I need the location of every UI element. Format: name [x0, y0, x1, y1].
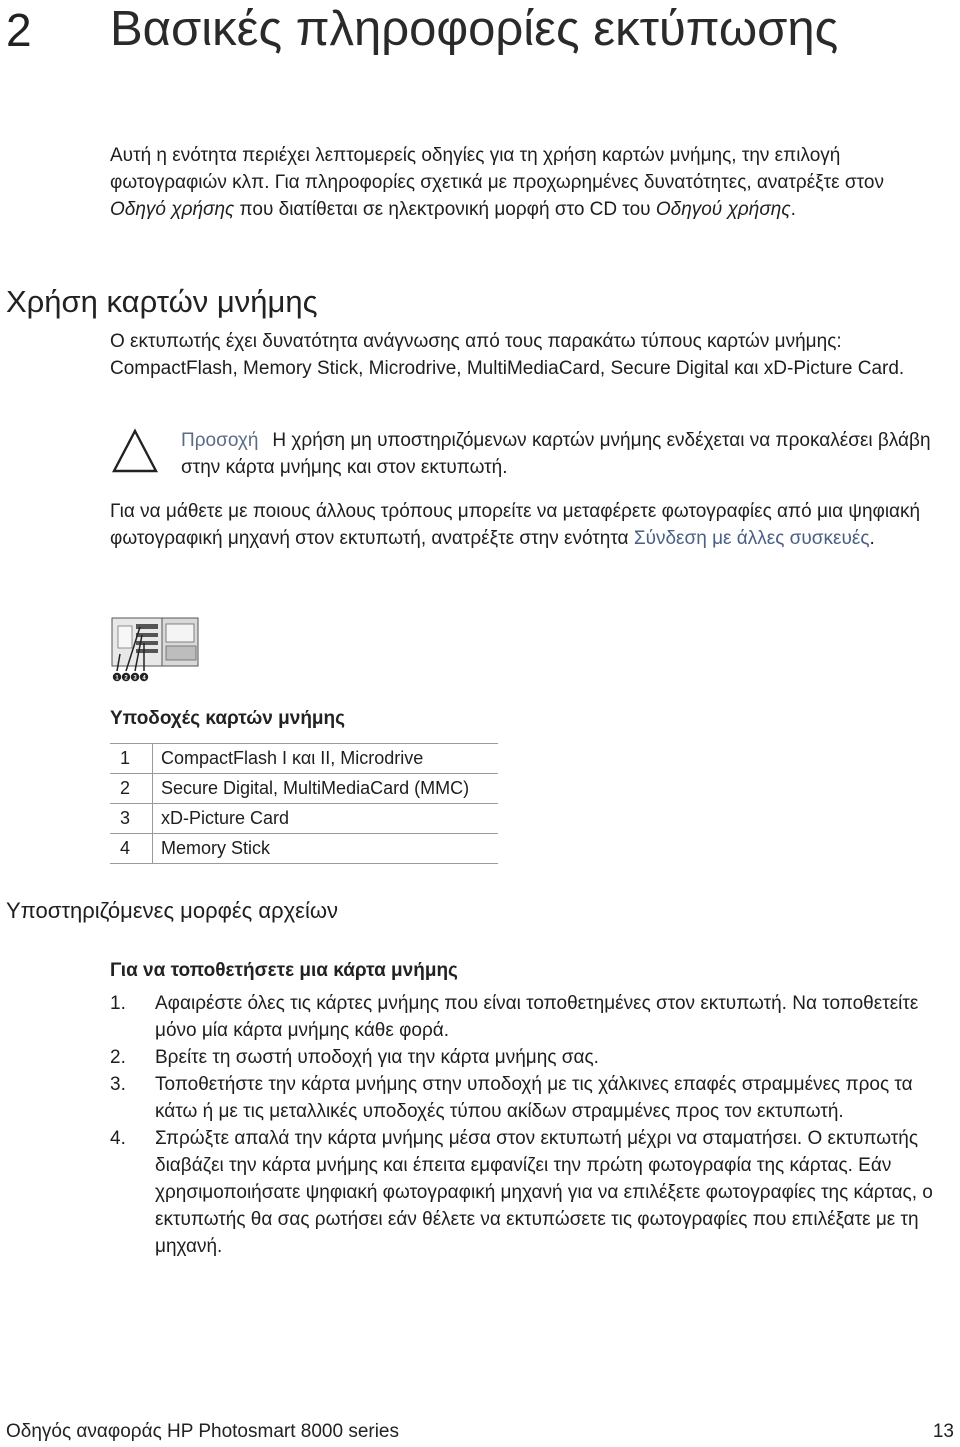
table-row	[110, 834, 498, 864]
step-number: 1.	[110, 993, 126, 1014]
callout-label: 1	[115, 675, 119, 682]
caution-text: Η χρήση μη υποστηριζόμενων καρτών μνήμης ενδέχεται να προκαλέσει βλάβη στην κάρτα μνήμης και στον εκτυπωτή.	[181, 430, 931, 478]
slot-number: 2	[110, 774, 153, 804]
slot-number: 4	[110, 834, 153, 864]
slots-table-caption: Υποδοχές καρτών μνήμης	[110, 708, 346, 729]
supported-formats-heading: Υποστηριζόμενες μορφές αρχείων	[6, 898, 339, 923]
table-row	[110, 804, 498, 834]
list-item	[110, 1071, 940, 1125]
intro-text-2: που διατίθεται σε ηλεκτρονική μορφή στο CD του	[234, 199, 656, 220]
list-item	[110, 1125, 940, 1260]
step-number: 3.	[110, 1074, 126, 1095]
intro-text-3: .	[790, 199, 796, 220]
memory-cards-heading: Χρήση καρτών μνήμης	[6, 284, 318, 319]
slot-cards: CompactFlash I και II, Microdrive	[153, 744, 499, 774]
page-number: 13	[932, 1421, 954, 1442]
insert-card-heading: Για να τοποθετήσετε μια κάρτα μνήμης	[110, 960, 458, 981]
table-row	[110, 774, 498, 804]
callout-label: 4	[142, 675, 146, 682]
memory-card-slots-illustration	[110, 616, 200, 686]
chapter-number: 2	[6, 4, 32, 56]
step-text: Σπρώξτε απαλά την κάρτα μνήμης μέσα στον εκτυπωτή μέχρι να σταματήσει. Ο εκτυπωτής διαβάζει την κάρτα μνήμης και έπειτα εμφανίζει την πρώτη φωτογραφία της κάρτας. Εάν χρησιμοποιήσατε ψηφιακή φωτογραφική μηχανή για να επιλέξετε φωτογραφίες της κάρτας, ο εκτυπωτής θα σας ρωτήσει εάν θέλετε να εκτυπώσετε τις φωτογραφίες που επιλέξατε με τη μηχανή.	[155, 1128, 933, 1257]
slot-cards: Memory Stick	[153, 834, 499, 864]
slot-cards: xD-Picture Card	[153, 804, 499, 834]
step-text: Τοποθετήστε την κάρτα μνήμης στην υποδοχή με τις χάλκινες επαφές στραμμένες προς τα κάτω ή με τις μεταλλικές υποδοχές τύπου ακίδων στραμμένες προς τον εκτυπωτή.	[155, 1074, 913, 1122]
footer-title: Οδηγός αναφοράς HP Photosmart 8000 series	[6, 1421, 399, 1442]
list-item	[110, 1044, 940, 1071]
slot-number: 1	[110, 744, 153, 774]
table-row	[110, 744, 498, 774]
intro-italic-2: Οδηγού χρήσης	[655, 199, 791, 220]
intro-paragraph	[110, 142, 940, 223]
step-text: Βρείτε τη σωστή υποδοχή για την κάρτα μνήμης σας.	[155, 1047, 599, 1068]
list-item	[110, 990, 940, 1044]
chapter-title: Βασικές πληροφορίες εκτύπωσης	[110, 2, 839, 56]
transfer-text: Για να μάθετε με ποιους άλλους τρόπους μπορείτε να μεταφέρετε φωτογραφίες από μια ψηφιακή φωτογραφική μηχανή στον εκτυπωτή, ανατρέξτε στην ενότητα	[110, 501, 921, 549]
slot-cards: Secure Digital, MultiMediaCard (MMC)	[153, 774, 499, 804]
intro-italic-1: Οδηγό χρήσης	[110, 199, 235, 220]
connect-devices-link[interactable]: Σύνδεση με άλλες συσκευές	[633, 528, 870, 549]
step-number: 2.	[110, 1047, 126, 1068]
step-text: Αφαιρέστε όλες τις κάρτες μνήμης που είναι τοποθετημένες στον εκτυπωτή. Να τοποθετείτε μόνο μία κάρτα μνήμης κάθε φορά.	[155, 993, 919, 1041]
memory-card-slots-table	[110, 743, 498, 864]
caution-label: Προσοχή	[181, 430, 259, 451]
slot-number: 3	[110, 804, 153, 834]
transfer-paragraph	[110, 498, 950, 552]
insert-card-steps	[110, 990, 940, 1260]
callout-label: 3	[133, 675, 137, 682]
intro-text-1: Αυτή η ενότητα περιέχει λεπτομερείς οδηγίες για τη χρήση καρτών μνήμης, την επιλογή φωτογραφιών κλπ. Για πληροφορίες σχετικά με προχωρημένες δυνατότητες, ανατρέξτε στον	[110, 145, 884, 193]
transfer-end: .	[869, 528, 875, 549]
step-number: 4.	[110, 1128, 126, 1149]
memory-cards-paragraph: Ο εκτυπωτής έχει δυνατότητα ανάγνωσης από τους παρακάτω τύπους καρτών μνήμης: CompactFlash, Memory Stick, Microdrive, MultiMediaCard, Secure Digital και xD-Picture Card.	[110, 331, 905, 379]
caution-icon	[111, 428, 159, 474]
callout-label: 2	[124, 675, 128, 682]
caution-note	[181, 427, 941, 481]
